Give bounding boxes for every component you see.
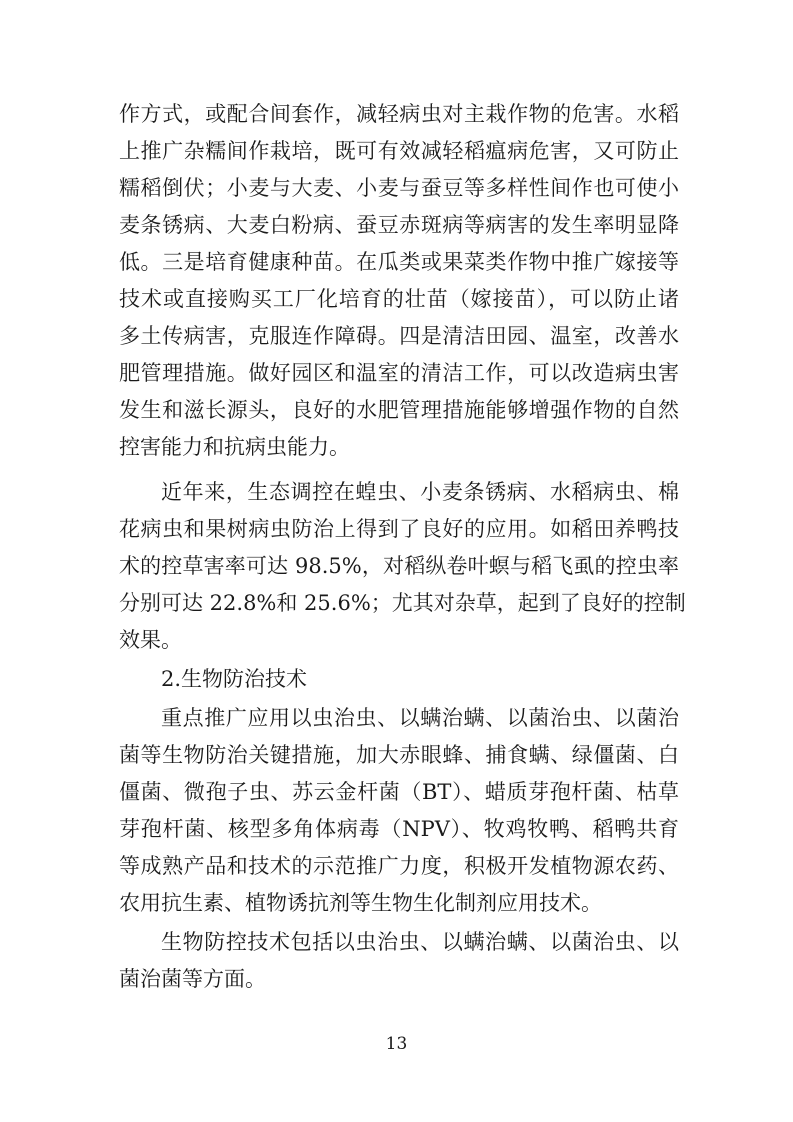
paragraph-1-line-1: 作方式，或配合间套作，减轻病虫对主栽作物的危害。水稻 (119, 102, 679, 126)
page-number: 13 (385, 1034, 408, 1054)
paragraph-2-line-1: 近年来，生态调控在蝗虫、小麦条锈病、水稻病虫、棉 (161, 480, 679, 504)
paragraph-1-line-2: 上推广杂糯间作栽培，既可有效减轻稻瘟病危害，又可防止 (119, 139, 679, 163)
paragraph-4-line-1: 生物防控技术包括以虫治虫、以螨治螨、以菌治虫、以 (161, 930, 679, 954)
paragraph-1-line-10: 控害能力和抗病虫能力。 (119, 435, 350, 459)
paragraph-1-line-9: 发生和滋长源头，良好的水肥管理措施能够增强作物的自然 (119, 398, 679, 422)
paragraph-2-line-5: 效果。 (119, 628, 182, 652)
paragraph-2-line-2: 花病虫和果树病虫防治上得到了良好的应用。如稻田养鸭技 (119, 517, 679, 541)
paragraph-1-line-7: 多土传病害，克服连作障碍。四是清洁田园、温室，改善水 (119, 324, 679, 348)
paragraph-3-line-5: 等成熟产品和技术的示范推广力度，积极开发植物源农药、 (119, 854, 679, 878)
paragraph-1-line-3: 糯稻倒伏；小麦与大麦、小麦与蚕豆等多样性间作也可使小 (119, 176, 679, 200)
paragraph-2-line-3: 术的控草害率可达 98.5%，对稻纵卷叶螟与稻飞虱的控虫率 (119, 554, 679, 578)
paragraph-2-line-4: 分别可达 22.8%和 25.6%；尤其对杂草，起到了良好的控制 (119, 591, 686, 615)
paragraph-1-line-6: 技术或直接购买工厂化培育的壮苗（嫁接苗），可以防止诸 (119, 287, 679, 311)
paragraph-3-line-1: 重点推广应用以虫治虫、以螨治螨、以菌治虫、以菌治 (161, 706, 679, 730)
paragraph-1-line-8: 肥管理措施。做好园区和温室的清洁工作，可以改造病虫害 (119, 361, 679, 385)
paragraph-1-line-4: 麦条锈病、大麦白粉病、蚕豆赤斑病等病害的发生率明显降 (119, 213, 679, 237)
paragraph-3-line-4: 芽孢杆菌、核型多角体病毒（NPV）、牧鸡牧鸭、稻鸭共育 (119, 817, 679, 841)
paragraph-1-line-5: 低。三是培育健康种苗。在瓜类或果菜类作物中推广嫁接等 (119, 250, 679, 274)
paragraph-3-line-2: 菌等生物防治关键措施，加大赤眼蜂、捕食螨、绿僵菌、白 (119, 743, 679, 767)
paragraph-3-line-3: 僵菌、微孢子虫、苏云金杆菌（BT）、蜡质芽孢杆菌、枯草 (119, 780, 679, 804)
section-heading: 2.生物防治技术 (161, 667, 308, 691)
paragraph-3-line-6: 农用抗生素、植物诱抗剂等生物生化制剂应用技术。 (119, 891, 602, 915)
paragraph-4-line-2: 菌治菌等方面。 (119, 967, 266, 991)
